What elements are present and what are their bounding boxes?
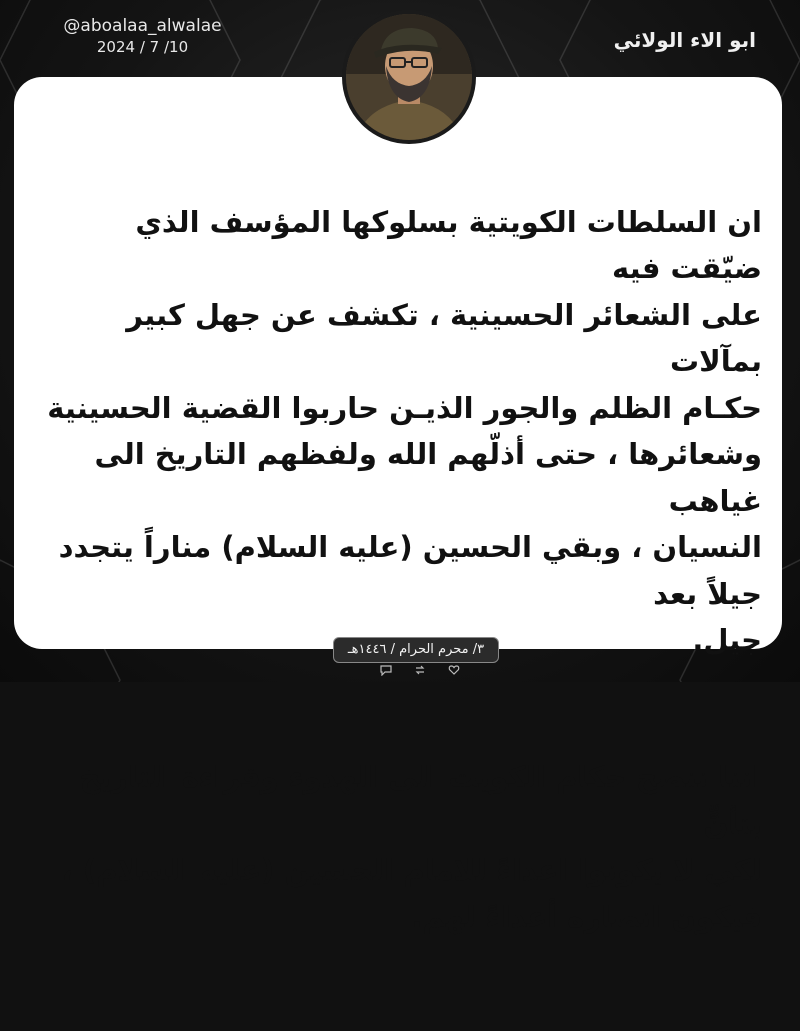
action-icons bbox=[380, 664, 460, 680]
hijri-date-badge: ٣/ محرم الحرام / ١٤٤٦هـ bbox=[333, 637, 499, 663]
post-paragraph-1: ان السلطات الكويتية بسلوكها المؤسف الذي ضيّقت فيه على الشعائر الحسينية ، تكشف عن جهل كبير بمآلات حكـام الظلم والجور الذيـن حاربوا القضية الحسينية وشعائرها ، حتى أذلّهم الله ولفظهم التاريخ الى غياهب النسيان ، وبقي الحسين (عليه السلام) مناراً يتجدد جيلاً بعد جيل. bbox=[47, 204, 762, 657]
post-body bbox=[40, 152, 762, 1031]
comment-icon[interactable] bbox=[380, 664, 392, 680]
avatar-photo bbox=[346, 14, 472, 140]
avatar bbox=[342, 10, 476, 144]
post-paragraph-2: اننا ننصح حكام الكويت الى الهدوء وقراءة التاريخ بتأنٍّ لكي لا يكونوا اعداءً للامام الحسين (عليه السلام) ، فيكون انصاره أعداءً لهم. bbox=[61, 760, 762, 934]
author-name: ابو الاء الولائي bbox=[613, 28, 756, 52]
account-handle: @aboalaa_alwalae bbox=[63, 16, 222, 36]
share-icon[interactable] bbox=[414, 664, 426, 680]
like-icon[interactable] bbox=[448, 664, 460, 680]
post-date: 2024 / 7 /10 bbox=[96, 38, 189, 56]
